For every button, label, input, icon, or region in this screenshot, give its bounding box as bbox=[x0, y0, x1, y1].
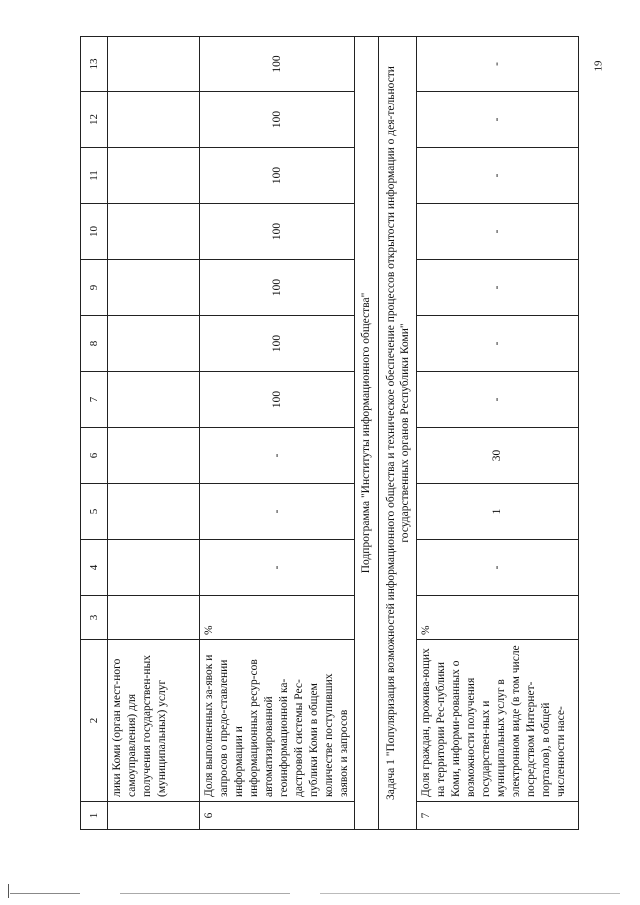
scan-edge-line bbox=[10, 893, 80, 894]
value-cell: - bbox=[417, 37, 579, 92]
value-cell bbox=[108, 148, 200, 204]
scan-edge-line bbox=[120, 893, 290, 894]
value-cell: 100 bbox=[200, 372, 355, 428]
header-cell: 10 bbox=[81, 204, 108, 260]
header-cell: 2 bbox=[81, 640, 108, 802]
page-number: 19 bbox=[592, 60, 605, 72]
value-cell: - bbox=[200, 484, 355, 540]
value-cell bbox=[108, 37, 200, 92]
value-cell: 100 bbox=[200, 148, 355, 204]
value-cell: - bbox=[417, 148, 579, 204]
unit-cell: % bbox=[417, 596, 579, 640]
value-cell: 1 bbox=[417, 484, 579, 540]
header-cell: 5 bbox=[81, 484, 108, 540]
header-cell: 13 bbox=[81, 37, 108, 92]
value-cell bbox=[108, 204, 200, 260]
row-number: 7 bbox=[417, 802, 579, 830]
header-cell: 8 bbox=[81, 316, 108, 372]
value-cell bbox=[108, 260, 200, 316]
row-number bbox=[108, 802, 200, 830]
header-cell: 4 bbox=[81, 540, 108, 596]
unit-cell: % bbox=[200, 596, 355, 640]
header-cell: 11 bbox=[81, 148, 108, 204]
value-cell: 100 bbox=[200, 260, 355, 316]
value-cell bbox=[108, 316, 200, 372]
table-row bbox=[200, 37, 355, 830]
value-cell bbox=[108, 428, 200, 484]
value-cell bbox=[108, 484, 200, 540]
header-cell: 3 bbox=[81, 596, 108, 640]
value-cell: 100 bbox=[200, 92, 355, 148]
value-cell: - bbox=[417, 260, 579, 316]
table-row bbox=[108, 37, 200, 830]
header-cell: 9 bbox=[81, 260, 108, 316]
value-cell: 100 bbox=[200, 37, 355, 92]
table-row bbox=[417, 37, 579, 830]
scan-edge-mark bbox=[8, 884, 9, 898]
header-row bbox=[81, 37, 108, 830]
header-cell: 7 bbox=[81, 372, 108, 428]
value-cell bbox=[108, 372, 200, 428]
value-cell: - bbox=[200, 540, 355, 596]
indicator-text: Доля граждан, прожива-ющих на территории Рес-публики Коми, информи-рованных о возможности получения государствен-ных и муниципальных услуг в электронном виде (в том числе посредством Интернет-порталов), в общей численности насе- bbox=[417, 640, 579, 802]
value-cell: 100 bbox=[200, 316, 355, 372]
indicators-table bbox=[80, 36, 579, 830]
rotated-table-container bbox=[80, 37, 576, 830]
value-cell: - bbox=[417, 540, 579, 596]
scan-edge-line bbox=[320, 893, 620, 894]
value-cell bbox=[108, 92, 200, 148]
value-cell: - bbox=[417, 92, 579, 148]
header-cell: 6 bbox=[81, 428, 108, 484]
value-cell bbox=[108, 540, 200, 596]
value-cell: - bbox=[417, 372, 579, 428]
value-cell: - bbox=[417, 316, 579, 372]
task-row bbox=[379, 37, 417, 830]
header-cell: 1 bbox=[81, 802, 108, 830]
subprogram-title: Подпрограмма "Институты информационного общества" bbox=[355, 37, 379, 830]
value-cell: - bbox=[417, 204, 579, 260]
value-cell: - bbox=[200, 428, 355, 484]
task-title: Задача 1 "Популяризация возможностей информационного общества и техническое обеспечение процессов открытости информации о дея-тельности государственных органов Республики Коми" bbox=[379, 37, 417, 830]
value-cell: 100 bbox=[200, 204, 355, 260]
indicator-text: Доля выполненных за-явок и запросов о предо-ставлении информации и информационных ресур-сов автоматизированной геоинформационной ка-дастровой системы Рес-публики Коми в общем количестве поступивших заявок и запросов bbox=[200, 640, 355, 802]
header-cell: 12 bbox=[81, 92, 108, 148]
indicator-text: лики Коми (орган мест-ного самоуправления) для получения государствен-ных (муниципальных) услуг bbox=[108, 640, 200, 802]
unit-cell bbox=[108, 596, 200, 640]
row-number: 6 bbox=[200, 802, 355, 830]
value-cell: 30 bbox=[417, 428, 579, 484]
subprogram-row bbox=[355, 37, 379, 830]
